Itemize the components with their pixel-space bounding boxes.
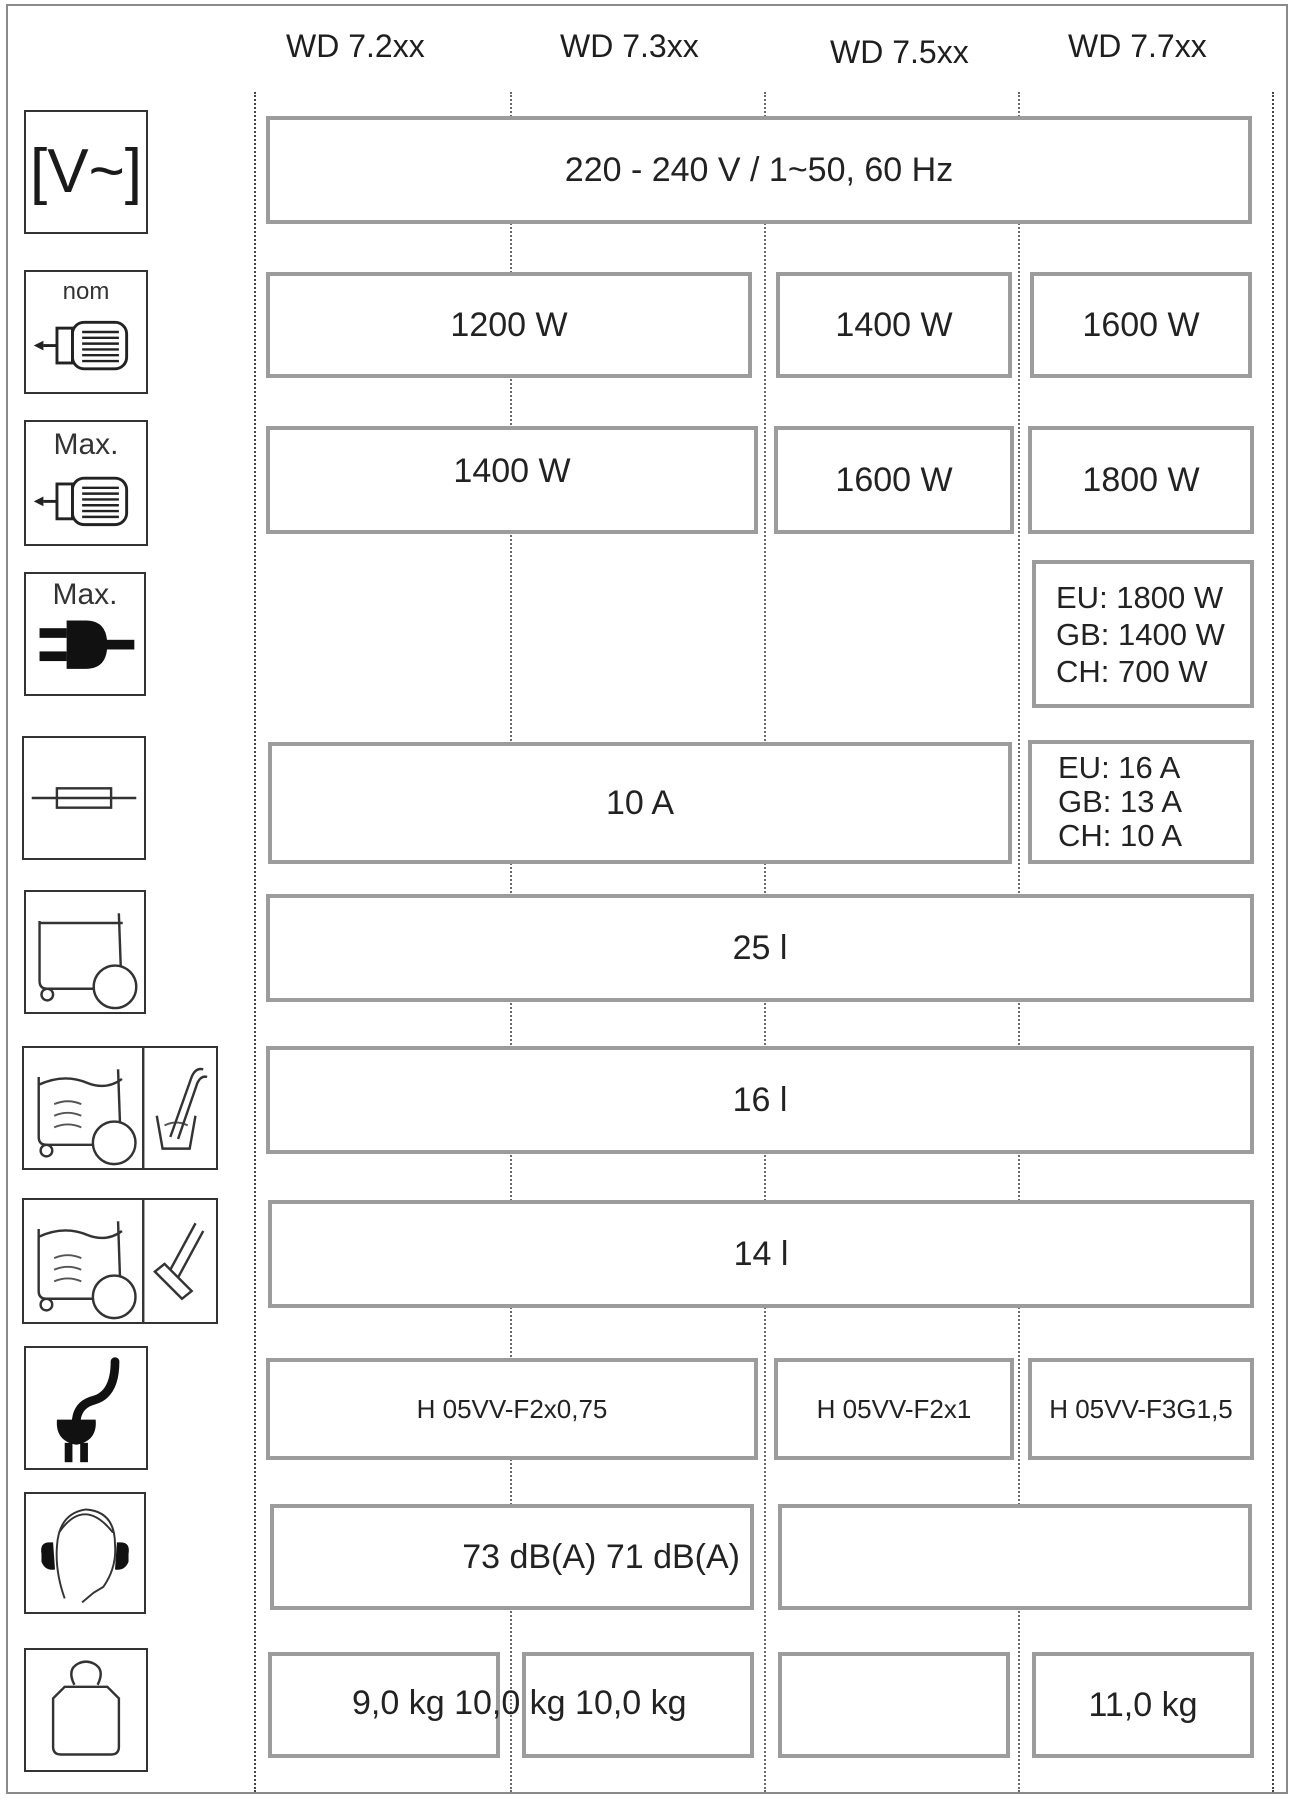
max-socket-eu: EU: 1800 W [1056, 579, 1224, 615]
nominal-label: nom [62, 278, 110, 305]
container-volume-value: 25 l [266, 894, 1254, 1002]
cable-wd77: H 05VV-F3G1,5 [1028, 1358, 1254, 1460]
cable-plug-icon [24, 1346, 148, 1470]
nominal-power-wd77: 1600 W [1030, 272, 1252, 378]
noise-wd72-73: 73 dB(A) 71 dB(A) [270, 1504, 754, 1610]
max-socket-ch: CH: 700 W [1056, 653, 1208, 689]
max-socket-load-wd77 [1032, 560, 1254, 708]
weight-wd77: 11,0 kg [1032, 1652, 1254, 1758]
fuse-gb: GB: 13 A [1058, 784, 1183, 819]
weight-icon [24, 1648, 148, 1772]
liquid-hand-nozzle-value: 16 l [266, 1046, 1254, 1154]
ear-protection-icon [24, 1492, 146, 1614]
weight-wd72-73: 9,0 kg 10,0 kg 10,0 kg [352, 1684, 687, 1722]
model-header-wd73: WD 7.3xx [560, 28, 699, 64]
fuse-main-value: 10 A [268, 742, 1012, 864]
liquid-floor-nozzle-value: 14 l [268, 1200, 1254, 1308]
max-plug-label: Max. [52, 578, 118, 611]
model-header-wd77: WD 7.7xx [1068, 28, 1207, 64]
model-header-wd75: WD 7.5xx [830, 34, 969, 70]
max-power-wd72-73: 1400 W [266, 426, 758, 534]
cable-wd72-73: H 05VV-F2x0,75 [266, 1358, 758, 1460]
max-label: Max. [53, 428, 119, 461]
noise-wd75-77 [778, 1504, 1252, 1610]
container-icon [24, 890, 146, 1014]
fuse-eu: EU: 16 A [1058, 750, 1181, 785]
liquid-hand-nozzle-icon [22, 1046, 218, 1170]
cable-wd75: H 05VV-F2x1 [774, 1358, 1014, 1460]
fuse-icon [22, 736, 146, 860]
max-socket-gb: GB: 1400 W [1056, 616, 1225, 652]
voltage-value: 220 - 240 V / 1~50, 60 Hz [266, 116, 1252, 224]
voltage-icon [24, 110, 148, 234]
plug-icon [24, 572, 146, 696]
max-power-wd75: 1600 W [774, 426, 1014, 534]
fuse-ch: CH: 10 A [1058, 818, 1183, 853]
motor-nominal-icon [24, 270, 148, 394]
weight-box-wd75 [778, 1652, 1010, 1758]
nominal-power-wd75: 1400 W [776, 272, 1012, 378]
voltage-symbol: [V~] [29, 137, 142, 206]
motor-max-icon [24, 420, 148, 546]
model-header-wd72: WD 7.2xx [286, 28, 425, 64]
max-power-wd77: 1800 W [1028, 426, 1254, 534]
nominal-power-wd72-73: 1200 W [266, 272, 752, 378]
column-divider [254, 92, 256, 1792]
column-divider [1272, 92, 1274, 1792]
fuse-regional-wd77 [1028, 740, 1254, 864]
liquid-floor-nozzle-icon [22, 1198, 218, 1324]
